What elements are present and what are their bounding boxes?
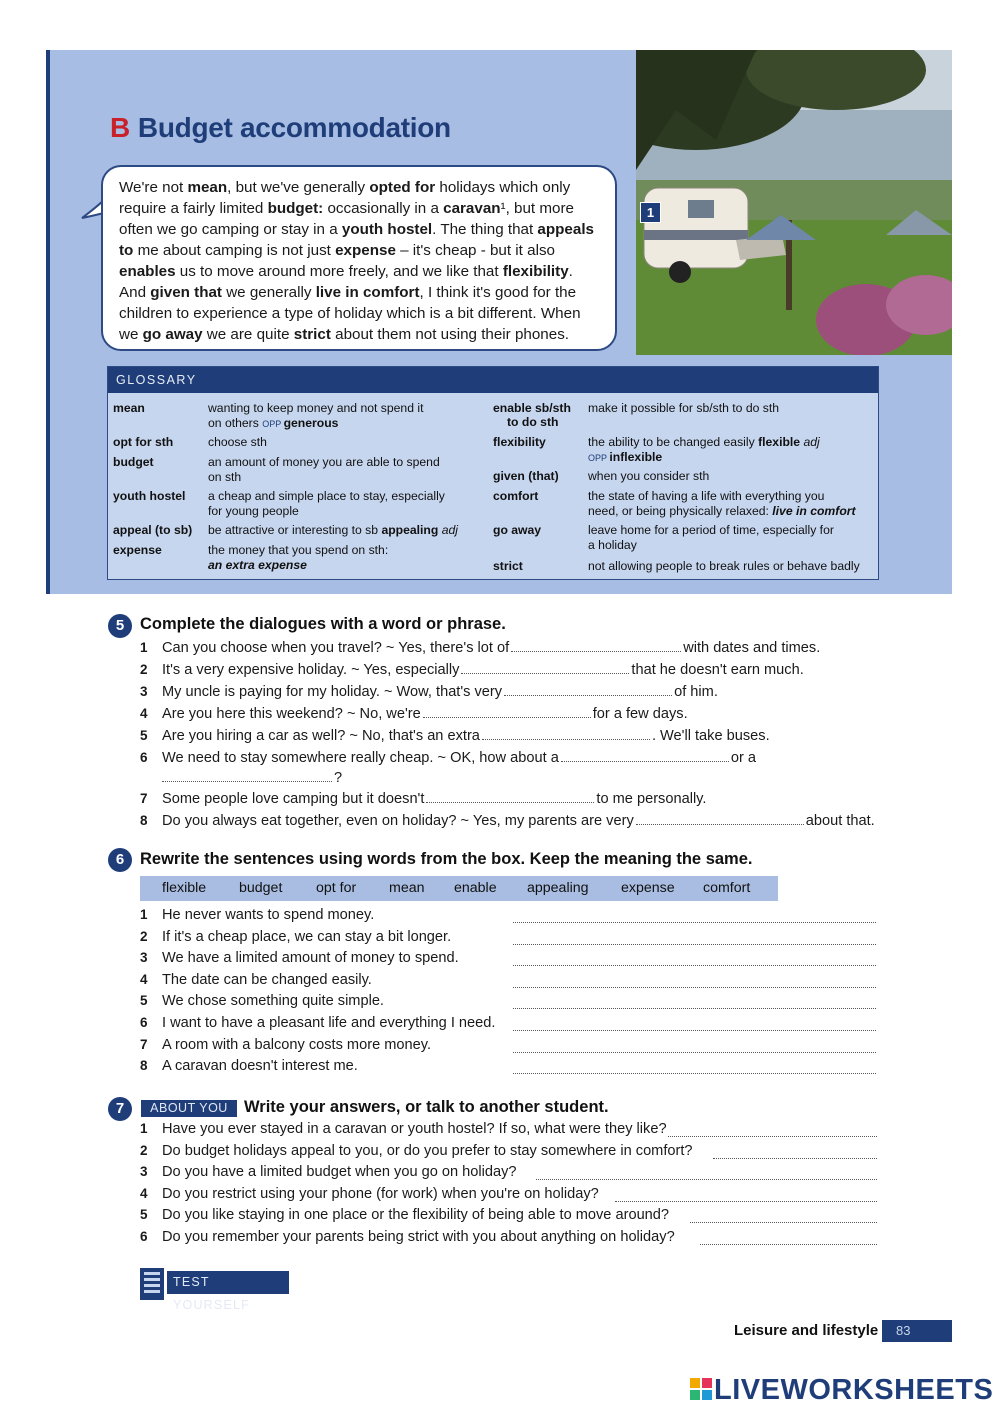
dialogue-item: [140, 748, 756, 767]
answer-blank[interactable]: [426, 789, 594, 803]
bubble-text: , I think it's good for the: [419, 284, 577, 301]
glossary-definition: [208, 455, 440, 485]
dialogue-item: [140, 789, 706, 808]
dialogue-item: [140, 726, 770, 745]
test-yourself-button[interactable]: TEST YOURSELF: [167, 1271, 289, 1294]
glossary-term: strict: [493, 559, 523, 573]
dialogue-item: [140, 660, 804, 679]
item-number: 4: [140, 971, 148, 987]
exercise-7-heading: Write your answers, or talk to another student.: [244, 1098, 609, 1116]
answer-line[interactable]: [700, 1243, 877, 1245]
definition-line: when you consider sth: [588, 469, 710, 483]
liveworksheets-watermark: LIVEWORKSHEETS: [714, 1374, 994, 1406]
derived-word: appealing: [381, 523, 439, 537]
answer-line[interactable]: [513, 1029, 876, 1031]
item-number: 6: [140, 1015, 148, 1030]
photo-number: 1: [640, 202, 661, 223]
camping-photo: [636, 50, 952, 355]
bubble-line: [119, 240, 601, 261]
dialogue-text: about that.: [805, 813, 875, 829]
key-word: strict: [293, 326, 331, 343]
item-number: 6: [140, 750, 148, 765]
answer-blank[interactable]: [162, 768, 332, 782]
opposite-word: inflexible: [609, 450, 663, 464]
section-title: [110, 112, 451, 144]
answer-line[interactable]: [690, 1221, 877, 1223]
key-word: appeals: [537, 221, 594, 238]
glossary-term: [493, 401, 571, 429]
page-number: 83: [882, 1320, 952, 1342]
item-number: 2: [140, 1142, 148, 1158]
opposite-word: generous: [283, 416, 339, 430]
part-of-speech: adj: [800, 435, 820, 449]
bubble-text: – it's cheap - but it also: [395, 242, 555, 259]
question-item: [140, 1228, 675, 1246]
answer-line[interactable]: [513, 964, 876, 966]
sentence-text: I want to have a pleasant life and everything I need.: [162, 1015, 496, 1031]
exercise-5-heading: Complete the dialogues with a word or phrase.: [140, 615, 506, 633]
key-word: live in comfort: [315, 284, 420, 301]
rewrite-item: [140, 949, 459, 967]
opposite-marker: OPP: [588, 453, 610, 463]
item-number: 3: [140, 950, 148, 966]
glossary-definition: [208, 489, 445, 519]
exercise-6-number: 6: [108, 848, 132, 872]
glossary-box: [107, 366, 879, 580]
answer-blank[interactable]: [561, 748, 729, 762]
part-of-speech: adj: [438, 523, 458, 537]
item-number: 8: [140, 813, 148, 828]
sentence-text: The date can be changed easily.: [162, 971, 372, 988]
dialogue-text: We need to stay somewhere really cheap. ~ OK, how about a: [162, 750, 559, 766]
bubble-text: ¹, but more: [500, 200, 574, 217]
bubble-text: And: [119, 284, 151, 301]
dialogue-text: My uncle is paying for my holiday. ~ Wow, that's very: [162, 684, 503, 700]
rewrite-item: [140, 1057, 358, 1075]
bubble-line: [119, 198, 601, 219]
word-box-item: appealing: [527, 880, 589, 896]
word-box-item: enable: [454, 880, 497, 896]
dialogue-item-continued: [162, 768, 342, 787]
dialogue-text: for a few days.: [592, 706, 688, 722]
item-number: 5: [140, 1207, 148, 1223]
definition-line: the state of having a life with everything you: [588, 489, 825, 503]
glossary-term: go away: [493, 523, 542, 537]
speech-bubble: [101, 165, 617, 351]
answer-line[interactable]: [513, 1072, 876, 1074]
bubble-text: we are quite: [202, 326, 294, 343]
definition-line: [208, 416, 423, 432]
item-number: 7: [140, 791, 148, 806]
word-box-item: mean: [389, 880, 425, 896]
answer-line[interactable]: [668, 1135, 877, 1137]
definition-text: for young people: [208, 504, 299, 518]
question-text: Do you remember your parents being strict with you about anything on holiday?: [162, 1229, 675, 1245]
definition-line: [588, 538, 834, 553]
word-box-item: opt for: [316, 880, 357, 896]
item-number: 8: [140, 1058, 148, 1074]
dialogue-text: It's a very expensive holiday. ~ Yes, especially: [162, 662, 460, 678]
dialogue-text: ?: [334, 770, 343, 786]
word-box-item: expense: [621, 880, 675, 896]
definition-line: [208, 523, 458, 538]
key-word: caravan: [443, 200, 501, 217]
exercise-6-heading: Rewrite the sentences using words from the box. Keep the meaning the same.: [140, 850, 753, 868]
dialogue-text: . We'll take buses.: [651, 728, 770, 744]
definition-line: [588, 450, 820, 466]
dialogue-item: [140, 638, 820, 657]
dialogue-text: with dates and times.: [683, 640, 821, 656]
section-letter: B: [110, 112, 130, 143]
answer-blank[interactable]: [423, 704, 591, 718]
bubble-text: require a fairly limited: [119, 200, 268, 217]
exercise-5-number: 5: [108, 614, 132, 638]
word-box: [140, 876, 778, 901]
definition-line: [208, 558, 388, 573]
glossary-definition: [208, 523, 458, 538]
bubble-text: .: [568, 263, 573, 280]
key-word: to: [119, 242, 134, 259]
key-word: budget:: [267, 200, 324, 217]
dialogue-item: [140, 704, 688, 723]
question-item: [140, 1120, 667, 1138]
question-text: Do you like staying in one place or the flexibility of being able to move around?: [162, 1207, 670, 1224]
bubble-text: , but we've generally: [227, 179, 370, 196]
glossary-term: comfort: [493, 489, 539, 503]
item-number: 2: [140, 928, 148, 944]
glossary-term: mean: [113, 401, 145, 415]
item-number: 4: [140, 1185, 148, 1201]
dialogue-text: to me personally.: [596, 791, 707, 807]
glossary-term: appeal (to sb): [113, 523, 193, 537]
bubble-text: me about camping is not just: [133, 242, 336, 259]
term-line: enable sb/sth: [493, 401, 571, 415]
exercise-7-number: 7: [108, 1097, 132, 1121]
item-number: 3: [140, 684, 148, 699]
rewrite-item: [140, 906, 374, 924]
definition-line: choose sth: [208, 435, 267, 449]
bubble-line: [119, 177, 601, 198]
answer-blank[interactable]: [636, 811, 804, 825]
answer-line[interactable]: [513, 1007, 876, 1009]
glossary-term: opt for sth: [113, 435, 174, 449]
item-number: 1: [140, 640, 148, 655]
glossary-term: flexibility: [493, 435, 546, 449]
item-number: 1: [140, 1121, 148, 1136]
answer-blank[interactable]: [504, 682, 672, 696]
item-number: 5: [140, 728, 148, 743]
dialogue-text: of him.: [674, 684, 718, 700]
about-you-tag: ABOUT YOU: [141, 1100, 237, 1117]
glossary-term: given (that): [493, 469, 559, 483]
key-word: given that: [150, 284, 222, 301]
answer-line[interactable]: [615, 1200, 877, 1202]
dialogue-text: Are you hiring a car as well? ~ No, that's an extra: [162, 728, 480, 744]
example-phrase: live in comfort: [772, 504, 856, 518]
answer-line[interactable]: [513, 943, 876, 945]
answer-blank[interactable]: [461, 660, 629, 674]
item-number: 6: [140, 1229, 148, 1244]
answer-blank[interactable]: [511, 638, 681, 652]
bubble-line: [119, 282, 601, 303]
glossary-definition: [588, 469, 709, 484]
derived-word: flexible: [758, 435, 801, 449]
rewrite-item: [140, 1014, 495, 1032]
bubble-text: we generally: [221, 284, 316, 301]
word-box-item: comfort: [703, 880, 751, 896]
bubble-text: we: [119, 326, 143, 343]
glossary-term: youth hostel: [113, 489, 186, 503]
glossary-definition: [588, 523, 834, 553]
question-item: [140, 1163, 517, 1181]
rewrite-item: [140, 1036, 431, 1054]
glossary-definition: [588, 559, 860, 574]
question-text: Do budget holidays appeal to you, or do you prefer to stay somewhere in comfort?: [162, 1142, 693, 1159]
dialogue-text: that he doesn't earn much.: [631, 662, 804, 678]
definition-line: make it possible for sb/sth to do sth: [588, 401, 780, 415]
sentence-text: A room with a balcony costs more money.: [162, 1036, 432, 1053]
bubble-line: [119, 219, 601, 240]
glossary-definition: [588, 401, 779, 416]
example-phrase: an extra expense: [208, 558, 307, 572]
bubble-text: holidays which only: [435, 179, 571, 196]
glossary-heading: GLOSSARY: [108, 367, 878, 393]
definition-text: the ability to be changed easily: [588, 435, 759, 449]
rewrite-item: [140, 928, 451, 946]
dialogue-item: [140, 682, 718, 701]
term-line: to do sth: [507, 415, 559, 429]
dialogue-text: Do you always eat together, even on holiday? ~ Yes, my parents are very: [162, 813, 634, 829]
bubble-text: children to experience a type of holiday which is a bit different. When: [119, 305, 581, 322]
sentence-text: We have a limited amount of money to spend.: [162, 950, 459, 967]
definition-line: [208, 504, 445, 519]
dialogue-text: or a: [730, 750, 756, 766]
sentence-text: He never wants to spend money.: [162, 907, 375, 923]
answer-line[interactable]: [513, 986, 876, 988]
key-word: go away: [142, 326, 203, 343]
question-item: [140, 1142, 693, 1160]
dialogue-text: Can you choose when you travel? ~ Yes, there's lot of: [162, 640, 510, 656]
question-item: [140, 1185, 599, 1203]
item-number: 1: [140, 907, 148, 922]
definition-line: a cheap and simple place to stay, especially: [208, 489, 445, 503]
panel-edge: [46, 50, 50, 594]
answer-line[interactable]: [513, 1051, 876, 1053]
dialogue-text: Some people love camping but it doesn't: [162, 791, 425, 807]
key-word: mean: [187, 179, 228, 196]
glossary-definition: [208, 401, 423, 432]
item-number: 2: [140, 662, 148, 677]
bubble-text: about them not using their phones.: [330, 326, 570, 343]
item-number: 3: [140, 1164, 148, 1180]
glossary-term: expense: [113, 543, 162, 557]
definition-line: not allowing people to break rules or behave badly: [588, 559, 860, 573]
definition-text: be attractive or interesting to sb: [208, 523, 382, 537]
definition-line: [588, 435, 820, 450]
definition-line: the money that you spend on sth:: [208, 543, 389, 557]
bubble-line: [119, 324, 601, 345]
definition-line: [208, 470, 440, 485]
glossary-definition: [208, 435, 267, 450]
opposite-marker: OPP: [262, 419, 284, 429]
definition-line: leave home for a period of time, especially for: [588, 523, 834, 537]
glossary-definition: [588, 489, 856, 519]
question-text: Have you ever stayed in a caravan or youth hostel? If so, what were they like?: [162, 1121, 667, 1137]
bubble-line: [119, 261, 601, 282]
definition-text: need, or being physically relaxed:: [588, 504, 773, 518]
rewrite-item: [140, 992, 384, 1010]
key-word: opted for: [369, 179, 436, 196]
item-number: 4: [140, 706, 148, 721]
question-text: Do you have a limited budget when you go on holiday?: [162, 1164, 517, 1181]
section-title-text: Budget accommodation: [137, 112, 451, 143]
definition-line: an amount of money you are able to spend: [208, 455, 440, 469]
definition-text: on sth: [208, 470, 242, 484]
sentence-text: We chose something quite simple.: [162, 993, 384, 1010]
answer-line[interactable]: [713, 1157, 877, 1159]
bubble-text: We're not: [119, 179, 188, 196]
answer-line[interactable]: [513, 921, 876, 923]
key-word: expense: [335, 242, 396, 259]
key-word: flexibility: [502, 263, 569, 280]
bubble-text: . The thing that: [432, 221, 538, 238]
liveworksheets-logo-icon: [690, 1378, 712, 1400]
question-item: [140, 1206, 669, 1224]
answer-blank[interactable]: [482, 726, 650, 740]
question-text: Do you restrict using your phone (for work) when you're on holiday?: [162, 1185, 599, 1202]
key-word: enables: [119, 263, 176, 280]
definition-text: on others: [208, 416, 263, 430]
answer-line[interactable]: [536, 1178, 877, 1180]
bubble-text: occasionally in a: [323, 200, 444, 217]
word-box-item: budget: [239, 880, 283, 896]
glossary-definition: [208, 543, 388, 573]
dialogue-item: [140, 811, 875, 830]
dialogue-text: Are you here this weekend? ~ No, we're: [162, 706, 421, 722]
word-box-item: flexible: [162, 880, 207, 896]
rewrite-item: [140, 971, 372, 989]
bubble-text: us to move around more freely, and we like that: [175, 263, 503, 280]
footer-unit-title: Leisure and lifestyle: [734, 1322, 879, 1339]
item-number: 7: [140, 1036, 148, 1052]
sentence-text: If it's a cheap place, we can stay a bit longer.: [162, 928, 452, 945]
bubble-text: often we go camping or stay in a: [119, 221, 342, 238]
glossary-definition: [588, 435, 820, 466]
sentence-text: A caravan doesn't interest me.: [162, 1058, 358, 1075]
definition-line: wanting to keep money and not spend it: [208, 401, 424, 415]
definition-text: a holiday: [588, 538, 637, 552]
key-word: youth hostel: [341, 221, 433, 238]
definition-line: [588, 504, 856, 519]
glossary-term: budget: [113, 455, 154, 469]
item-number: 5: [140, 993, 148, 1009]
bubble-line: [119, 303, 601, 324]
